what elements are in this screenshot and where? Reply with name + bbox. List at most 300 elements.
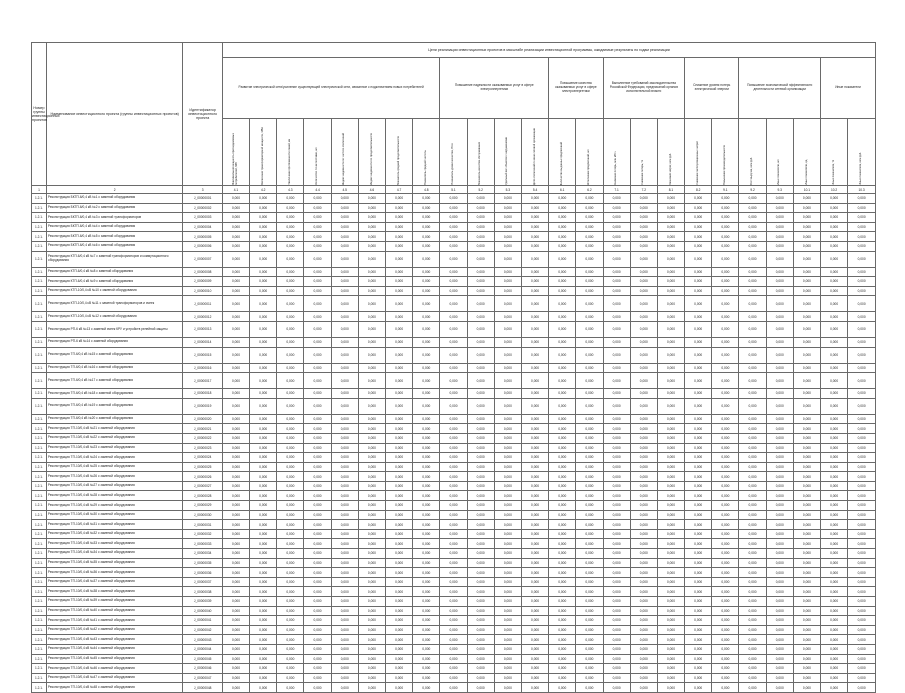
value-cell: 0,000 [603, 222, 630, 232]
value-cell: 0,000 [848, 549, 876, 559]
row-code-cell: 1.2.1. [32, 194, 47, 204]
value-cell: 0,000 [250, 568, 277, 578]
value-cell: 0,000 [657, 194, 684, 204]
value-cell: 0,000 [494, 568, 521, 578]
value-cell: 0,000 [821, 568, 848, 578]
project-name-cell: Реконструкция КТП-10/0,4 кВ №12 с заменой оборудования [46, 312, 183, 322]
project-id-cell: J_00000027 [183, 481, 222, 491]
value-cell: 0,000 [277, 267, 304, 277]
value-cell: 0,000 [685, 337, 712, 347]
value-cell: 0,000 [848, 267, 876, 277]
project-id-cell: J_00000034 [183, 549, 222, 559]
value-cell: 0,000 [521, 312, 548, 322]
table-row[interactable] [32, 241, 876, 251]
table-row[interactable] [32, 277, 876, 287]
value-cell: 0,000 [848, 453, 876, 463]
value-cell: 0,000 [549, 241, 576, 251]
value-cell: 0,000 [657, 510, 684, 520]
table-row[interactable] [32, 472, 876, 482]
table-row[interactable] [32, 414, 876, 424]
table-row[interactable] [32, 286, 876, 296]
value-cell: 0,000 [358, 277, 385, 287]
indicator-header-19 [712, 119, 739, 186]
value-cell: 0,000 [440, 286, 467, 296]
project-id-cell: J_00000004 [183, 222, 222, 232]
value-cell: 0,000 [331, 635, 358, 645]
indicator-header-8 [413, 119, 440, 186]
value-cell: 0,000 [521, 644, 548, 654]
value-cell: 0,000 [821, 558, 848, 568]
value-cell: 0,000 [630, 664, 657, 674]
project-name-cell: Реконструкция ТП-10/0,4 кВ №34 с заменой оборудования [46, 549, 183, 559]
value-cell: 0,000 [821, 363, 848, 373]
project-id-cell: J_00000016 [183, 363, 222, 373]
value-cell: 0,000 [467, 558, 494, 568]
table-row[interactable] [32, 654, 876, 664]
value-cell: 0,000 [821, 529, 848, 539]
value-cell: 0,000 [277, 414, 304, 424]
table-row[interactable] [32, 222, 876, 232]
value-cell: 0,000 [630, 286, 657, 296]
value-cell: 0,000 [549, 501, 576, 511]
investment-table [31, 42, 876, 693]
value-cell: 0,000 [277, 472, 304, 482]
value-cell: 0,000 [413, 424, 440, 434]
value-cell: 0,000 [739, 337, 766, 347]
value-cell: 0,000 [440, 222, 467, 232]
value-cell: 0,000 [549, 654, 576, 664]
value-cell: 0,000 [413, 241, 440, 251]
project-name-cell: Реконструкция ТП-10/0,4 кВ №30 с заменой оборудования [46, 510, 183, 520]
value-cell: 0,000 [739, 443, 766, 453]
value-cell: 0,000 [467, 462, 494, 472]
value-cell: 0,000 [494, 363, 521, 373]
table-row[interactable] [32, 296, 876, 312]
value-cell: 0,000 [250, 296, 277, 312]
value-cell: 0,000 [331, 549, 358, 559]
table-row[interactable] [32, 683, 876, 693]
value-cell: 0,000 [386, 363, 413, 373]
project-name-cell: Реконструкция ТП-6/0,4 кВ №17 с заменой оборудования [46, 373, 183, 389]
value-cell: 0,000 [821, 267, 848, 277]
value-cell: 0,000 [766, 529, 793, 539]
value-cell: 0,000 [739, 673, 766, 683]
indicator-header-label: Количество выданных предписаний [559, 141, 563, 185]
value-cell: 0,000 [685, 194, 712, 204]
value-cell: 0,000 [413, 472, 440, 482]
indicator-header-label: Иные показатели, ед. [804, 159, 808, 185]
indicator-header-label: Показатель качества обслуживания [478, 141, 482, 185]
table-row[interactable] [32, 203, 876, 213]
value-cell: 0,000 [766, 296, 793, 312]
value-cell: 0,000 [848, 625, 876, 635]
value-cell: 0,000 [250, 529, 277, 539]
value-cell: 0,000 [386, 321, 413, 337]
value-cell: 0,000 [603, 232, 630, 242]
table-row[interactable] [32, 491, 876, 501]
table-row[interactable] [32, 549, 876, 559]
table-row[interactable] [32, 673, 876, 683]
value-cell: 0,000 [821, 194, 848, 204]
project-name-cell: Реконструкция БКТП-6/0,4 кВ №3 с заменой трансформаторов [46, 213, 183, 223]
value-cell: 0,000 [630, 373, 657, 389]
value-cell: 0,000 [277, 616, 304, 626]
value-cell: 0,000 [630, 481, 657, 491]
indicator-header-label: Повышение производительности [722, 145, 726, 185]
value-cell: 0,000 [521, 286, 548, 296]
value-cell: 0,000 [277, 241, 304, 251]
value-cell: 0,000 [440, 414, 467, 424]
project-id-cell: J_00000025 [183, 462, 222, 472]
value-cell: 0,000 [386, 286, 413, 296]
value-cell: 0,000 [386, 491, 413, 501]
value-cell: 0,000 [848, 433, 876, 443]
table-row[interactable] [32, 267, 876, 277]
value-cell: 0,000 [657, 549, 684, 559]
value-cell: 0,000 [793, 286, 820, 296]
value-cell: 0,000 [739, 213, 766, 223]
table-row[interactable] [32, 213, 876, 223]
value-cell: 0,000 [521, 510, 548, 520]
value-cell: 0,000 [821, 606, 848, 616]
value-cell: 0,000 [739, 194, 766, 204]
value-cell: 0,000 [277, 644, 304, 654]
value-cell: 0,000 [413, 321, 440, 337]
table-row[interactable] [32, 635, 876, 645]
value-cell: 0,000 [549, 491, 576, 501]
value-cell: 0,000 [549, 568, 576, 578]
value-cell: 0,000 [630, 232, 657, 242]
table-row[interactable] [32, 501, 876, 511]
value-cell: 0,000 [304, 363, 331, 373]
value-cell: 0,000 [494, 673, 521, 683]
value-cell: 0,000 [250, 251, 277, 267]
project-name-cell: Реконструкция РП-6 кВ №13 с заменой ячеек КРУ и устройств релейной защиты [46, 321, 183, 337]
value-cell: 0,000 [222, 363, 249, 373]
value-cell: 0,000 [277, 347, 304, 363]
value-cell: 0,000 [576, 597, 603, 607]
table-row[interactable] [32, 194, 876, 204]
table-row[interactable] [32, 424, 876, 434]
value-cell: 0,000 [848, 644, 876, 654]
value-cell: 0,000 [386, 597, 413, 607]
table-row[interactable] [32, 337, 876, 347]
value-cell: 0,000 [793, 363, 820, 373]
value-cell: 0,000 [331, 398, 358, 414]
project-id-cell: J_00000020 [183, 414, 222, 424]
value-cell: 0,000 [821, 251, 848, 267]
value-cell: 0,000 [712, 597, 739, 607]
row-code-cell: 1.2.1. [32, 232, 47, 242]
value-cell: 0,000 [277, 635, 304, 645]
value-cell: 0,000 [793, 577, 820, 587]
value-cell: 0,000 [685, 286, 712, 296]
value-cell: 0,000 [848, 683, 876, 693]
value-cell: 0,000 [521, 321, 548, 337]
value-cell: 0,000 [630, 414, 657, 424]
value-cell: 0,000 [848, 558, 876, 568]
value-cell: 0,000 [521, 549, 548, 559]
table-row[interactable] [32, 453, 876, 463]
value-cell: 0,000 [304, 577, 331, 587]
value-cell: 0,000 [793, 510, 820, 520]
value-cell: 0,000 [440, 683, 467, 693]
table-row[interactable] [32, 597, 876, 607]
table-row[interactable] [32, 644, 876, 654]
value-cell: 0,000 [793, 597, 820, 607]
value-cell: 0,000 [657, 337, 684, 347]
value-cell: 0,000 [739, 203, 766, 213]
value-cell: 0,000 [821, 683, 848, 693]
value-cell: 0,000 [712, 453, 739, 463]
row-code-cell: 1.2.1. [32, 398, 47, 414]
value-cell: 0,000 [712, 414, 739, 424]
value-cell: 0,000 [331, 529, 358, 539]
value-cell: 0,000 [440, 203, 467, 213]
value-cell: 0,000 [685, 664, 712, 674]
value-cell: 0,000 [549, 558, 576, 568]
project-name-cell: Реконструкция ТП-6/0,4 кВ №16 с заменой оборудования [46, 363, 183, 373]
table-row[interactable] [32, 312, 876, 322]
value-cell: 0,000 [358, 296, 385, 312]
value-cell: 0,000 [250, 321, 277, 337]
indicator-header-10 [467, 119, 494, 186]
table-row[interactable] [32, 443, 876, 453]
value-cell: 0,000 [576, 373, 603, 389]
value-cell: 0,000 [413, 625, 440, 635]
value-cell: 0,000 [440, 194, 467, 204]
project-name-cell: Реконструкция БКТП-6/0,4 кВ №1 с заменой оборудования [46, 194, 183, 204]
value-cell: 0,000 [521, 481, 548, 491]
value-cell: 0,000 [521, 373, 548, 389]
value-cell: 0,000 [630, 683, 657, 693]
value-cell: 0,000 [521, 635, 548, 645]
project-name-cell: Реконструкция ТП-10/0,4 кВ №39 с заменой оборудования [46, 597, 183, 607]
row-code-cell: 1.2.1. [32, 363, 47, 373]
value-cell: 0,000 [576, 296, 603, 312]
table-row[interactable] [32, 232, 876, 242]
table-row[interactable] [32, 587, 876, 597]
value-cell: 0,000 [494, 267, 521, 277]
project-name-cell: Реконструкция ТП-10/0,4 кВ №43 с заменой оборудования [46, 635, 183, 645]
value-cell: 0,000 [657, 443, 684, 453]
value-cell: 0,000 [304, 286, 331, 296]
value-cell: 0,000 [358, 481, 385, 491]
value-cell: 0,000 [603, 363, 630, 373]
value-cell: 0,000 [603, 673, 630, 683]
value-cell: 0,000 [358, 453, 385, 463]
table-row[interactable] [32, 321, 876, 337]
value-cell: 0,000 [331, 481, 358, 491]
value-cell: 0,000 [440, 462, 467, 472]
value-cell: 0,000 [766, 286, 793, 296]
row-code-cell: 1.2.1. [32, 472, 47, 482]
table-row[interactable] [32, 510, 876, 520]
value-cell: 0,000 [494, 616, 521, 626]
project-name-cell: Реконструкция ТП-10/0,4 кВ №36 с заменой оборудования [46, 568, 183, 578]
value-cell: 0,000 [413, 491, 440, 501]
value-cell: 0,000 [413, 453, 440, 463]
value-cell: 0,000 [657, 213, 684, 223]
value-cell: 0,000 [630, 194, 657, 204]
value-cell: 0,000 [358, 606, 385, 616]
table-row[interactable] [32, 616, 876, 626]
value-cell: 0,000 [712, 568, 739, 578]
table-row[interactable] [32, 539, 876, 549]
table-row[interactable] [32, 558, 876, 568]
value-cell: 0,000 [603, 520, 630, 530]
value-cell: 0,000 [821, 654, 848, 664]
value-cell: 0,000 [440, 363, 467, 373]
value-cell: 0,000 [712, 312, 739, 322]
value-cell: 0,000 [603, 616, 630, 626]
goals-group-header: Цели реализации инвестиционных проектов в масштабе реализации инвестиционной программы, ожидаемые результаты по годам реализации [222, 43, 875, 58]
value-cell: 0,000 [712, 606, 739, 616]
value-cell: 0,000 [277, 232, 304, 242]
project-name-cell: Реконструкция ТП-6/0,4 кВ №15 с заменой оборудования [46, 347, 183, 363]
value-cell: 0,000 [250, 597, 277, 607]
value-cell: 0,000 [413, 558, 440, 568]
value-cell: 0,000 [386, 644, 413, 654]
value-cell: 0,000 [304, 296, 331, 312]
value-cell: 0,000 [413, 664, 440, 674]
column-number: 4.2 [250, 186, 277, 194]
value-cell: 0,000 [793, 549, 820, 559]
table-row[interactable] [32, 389, 876, 399]
value-cell: 0,000 [848, 373, 876, 389]
value-cell: 0,000 [277, 433, 304, 443]
value-cell: 0,000 [685, 389, 712, 399]
table-row[interactable] [32, 664, 876, 674]
table-row[interactable] [32, 347, 876, 363]
table-row[interactable] [32, 398, 876, 414]
value-cell: 0,000 [603, 213, 630, 223]
value-cell: 0,000 [304, 267, 331, 277]
value-cell: 0,000 [521, 251, 548, 267]
value-cell: 0,000 [821, 373, 848, 389]
row-code-cell: 1.2.1. [32, 481, 47, 491]
value-cell: 0,000 [793, 520, 820, 530]
value-cell: 0,000 [630, 424, 657, 434]
value-cell: 0,000 [331, 462, 358, 472]
table-row[interactable] [32, 433, 876, 443]
value-cell: 0,000 [304, 443, 331, 453]
value-cell: 0,000 [467, 347, 494, 363]
value-cell: 0,000 [766, 577, 793, 587]
value-cell: 0,000 [821, 414, 848, 424]
value-cell: 0,000 [413, 347, 440, 363]
value-cell: 0,000 [304, 683, 331, 693]
value-cell: 0,000 [603, 625, 630, 635]
value-cell: 0,000 [521, 501, 548, 511]
value-cell: 0,000 [467, 433, 494, 443]
value-cell: 0,000 [793, 277, 820, 287]
row-code-cell: 1.2.1. [32, 222, 47, 232]
value-cell: 0,000 [358, 673, 385, 683]
value-cell: 0,000 [331, 296, 358, 312]
project-name-cell: Реконструкция ТП-10/0,4 кВ №28 с заменой оборудования [46, 491, 183, 501]
value-cell: 0,000 [793, 644, 820, 654]
value-cell: 0,000 [358, 213, 385, 223]
project-name-cell: Реконструкция ТП-10/0,4 кВ №21 с заменой оборудования [46, 424, 183, 434]
value-cell: 0,000 [494, 654, 521, 664]
row-code-cell: 1.2.1. [32, 558, 47, 568]
value-cell: 0,000 [222, 424, 249, 434]
table-row[interactable] [32, 606, 876, 616]
value-cell: 0,000 [222, 558, 249, 568]
project-id-cell: J_00000037 [183, 577, 222, 587]
value-cell: 0,000 [766, 625, 793, 635]
value-cell: 0,000 [331, 606, 358, 616]
value-cell: 0,000 [386, 673, 413, 683]
value-cell: 0,000 [494, 312, 521, 322]
value-cell: 0,000 [685, 251, 712, 267]
value-cell: 0,000 [250, 481, 277, 491]
table-row[interactable] [32, 481, 876, 491]
value-cell: 0,000 [386, 241, 413, 251]
value-cell: 0,000 [685, 539, 712, 549]
row-code-cell: 1.2.1. [32, 453, 47, 463]
table-row[interactable] [32, 462, 876, 472]
project-id-cell: J_00000022 [183, 433, 222, 443]
value-cell: 0,000 [793, 539, 820, 549]
value-cell: 0,000 [821, 443, 848, 453]
value-cell: 0,000 [793, 673, 820, 683]
value-cell: 0,000 [712, 539, 739, 549]
value-cell: 0,000 [739, 501, 766, 511]
value-cell: 0,000 [440, 373, 467, 389]
value-cell: 0,000 [467, 443, 494, 453]
value-cell: 0,000 [685, 635, 712, 645]
value-cell: 0,000 [657, 424, 684, 434]
table-row[interactable] [32, 363, 876, 373]
value-cell: 0,000 [494, 644, 521, 654]
value-cell: 0,000 [739, 635, 766, 645]
project-name-cell: Реконструкция ТП-10/0,4 кВ №23 с заменой оборудования [46, 443, 183, 453]
table-row[interactable] [32, 520, 876, 530]
project-id-cell: J_00000009 [183, 277, 222, 287]
value-cell: 0,000 [685, 501, 712, 511]
column-number: 5.2 [467, 186, 494, 194]
value-cell: 0,000 [386, 510, 413, 520]
value-cell: 0,000 [603, 501, 630, 511]
value-cell: 0,000 [549, 453, 576, 463]
value-cell: 0,000 [576, 321, 603, 337]
value-cell: 0,000 [821, 337, 848, 347]
value-cell: 0,000 [304, 389, 331, 399]
table-row[interactable] [32, 625, 876, 635]
value-cell: 0,000 [766, 491, 793, 501]
indicator-header-20 [739, 119, 766, 186]
value-cell: 0,000 [766, 347, 793, 363]
value-cell: 0,000 [793, 664, 820, 674]
table-row[interactable] [32, 251, 876, 267]
value-cell: 0,000 [630, 462, 657, 472]
value-cell: 0,000 [250, 606, 277, 616]
table-row[interactable] [32, 577, 876, 587]
value-cell: 0,000 [848, 321, 876, 337]
table-row[interactable] [32, 529, 876, 539]
value-cell: 0,000 [739, 549, 766, 559]
value-cell: 0,000 [467, 321, 494, 337]
value-cell: 0,000 [358, 462, 385, 472]
value-cell: 0,000 [440, 251, 467, 267]
value-cell: 0,000 [277, 443, 304, 453]
value-cell: 0,000 [358, 587, 385, 597]
table-row[interactable] [32, 568, 876, 578]
value-cell: 0,000 [413, 398, 440, 414]
table-row[interactable] [32, 373, 876, 389]
